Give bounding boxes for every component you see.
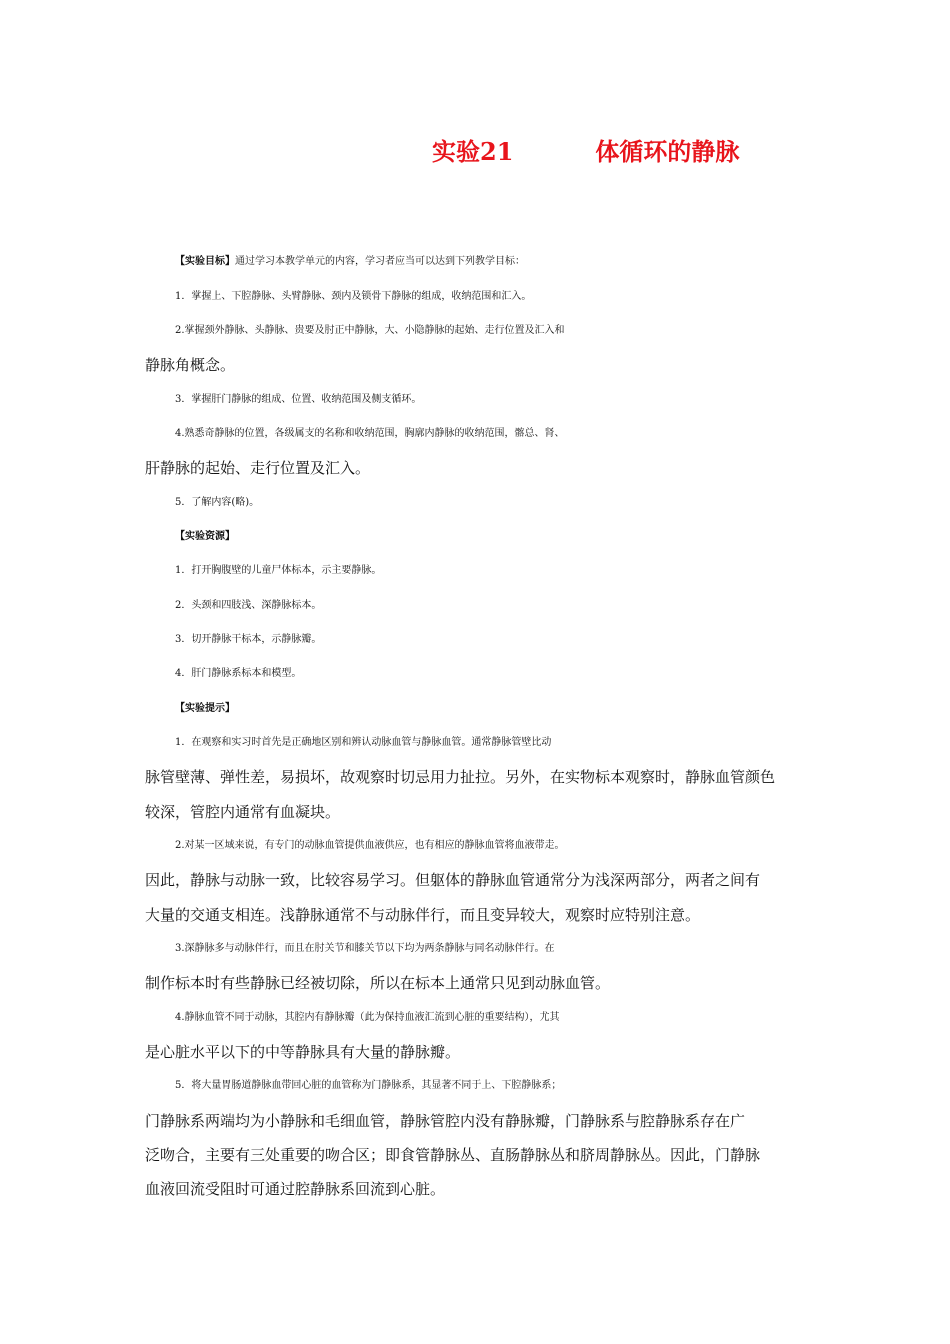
tip-5-line-1: 5．将大量胃肠道静脉血带回心脏的血管称为门静脉系，其显著不同于上、下腔静脉系； xyxy=(175,1080,562,1091)
tip-1-line-2: 脉管壁薄、弹性差，易损坏，故观察时切忌用力扯拉。另外，在实物标本观察时，静脉血管颜色 xyxy=(145,768,776,786)
objectives-heading-prefix: 【实验目标】 xyxy=(175,256,235,267)
tip-3-line-2: 制作标本时有些静脉已经被切除，所以在标本上通常只见到动脉血管。 xyxy=(145,974,611,992)
objective-5: 5．了解内容(略)。 xyxy=(175,497,260,508)
tip-1-line-3: 较深，管腔内通常有血凝块。 xyxy=(145,803,341,821)
tip-4-line-1: 4.静脉血管不同于动脉，其腔内有静脉瓣（此为保持血液汇流到心脏的重要结构），尤其 xyxy=(175,1012,560,1023)
tip-2-line-3: 大量的交通支相连。浅静脉通常不与动脉伴行，而且变异较大，观察时应特别注意。 xyxy=(145,906,701,924)
tip-5-line-4: 血液回流受阻时可通过腔静脉系回流到心脏。 xyxy=(145,1180,446,1198)
tip-1-line-1: 1．在观察和实习时首先是正确地区别和辨认动脉血管与静脉血管。通常静脉管壁比动 xyxy=(175,737,552,748)
resource-1: 1．打开胸腹壁的儿童尸体标本，示主要静脉。 xyxy=(175,565,382,576)
page-title xyxy=(432,132,739,167)
tip-5-line-3: 泛吻合，主要有三处重要的吻合区；即食管静脉丛、直肠静脉丛和脐周静脉丛。因此，门静脉 xyxy=(145,1146,761,1164)
tip-2-line-1: 2.对某一区域来说，有专门的动脉血管提供血液供应，也有相应的静脉血管将血液带走。 xyxy=(175,840,565,851)
tip-4-line-2: 是心脏水平以下的中等静脉具有大量的静脉瓣。 xyxy=(145,1043,461,1061)
objective-1: 1．掌握上、下腔静脉、头臂静脉、颈内及锁骨下静脉的组成，收纳范围和汇入。 xyxy=(175,291,532,302)
experiment-number: 实验21 xyxy=(432,137,514,166)
objective-3: 3．掌握肝门静脉的组成、位置、收纳范围及侧支循环。 xyxy=(175,394,422,405)
objective-4-line-2: 肝静脉的起始、走行位置及汇入。 xyxy=(145,459,371,477)
objectives-intro-text: 通过学习本教学单元的内容，学习者应当可以达到下列教学目标： xyxy=(235,256,525,267)
objective-2-line-1: 2.掌握颈外静脉、头静脉、贵要及肘正中静脉，大、小隐静脉的起始、走行位置及汇入和 xyxy=(175,325,565,336)
resource-4: 4．肝门静脉系标本和模型。 xyxy=(175,668,302,679)
resource-3: 3．切开静脉干标本，示静脉瓣。 xyxy=(175,634,322,645)
experiment-name: 体循环的静脉 xyxy=(595,137,740,166)
resources-heading: 【实验资源】 xyxy=(175,531,235,542)
tip-5-line-2: 门静脉系两端均为小静脉和毛细血管，静脉管腔内没有静脉瓣，门静脉系与腔静脉系存在广 xyxy=(145,1112,746,1130)
tip-2-line-2: 因此，静脉与动脉一致，比较容易学习。但躯体的静脉血管通常分为浅深两部分，两者之间有 xyxy=(145,871,761,889)
objective-4-line-1: 4.熟悉奇静脉的位置，各级属支的名称和收纳范围，胸廓内静脉的收纳范围，髂总、肾、 xyxy=(175,428,565,439)
objectives-intro xyxy=(175,252,845,272)
tip-3-line-1: 3.深静脉多与动脉伴行，而且在肘关节和膝关节以下均为两条静脉与同名动脉伴行。在 xyxy=(175,943,555,954)
objective-2-line-2: 静脉角概念。 xyxy=(145,356,236,374)
tips-heading: 【实验提示】 xyxy=(175,703,235,714)
resource-2: 2．头颈和四肢浅、深静脉标本。 xyxy=(175,600,322,611)
